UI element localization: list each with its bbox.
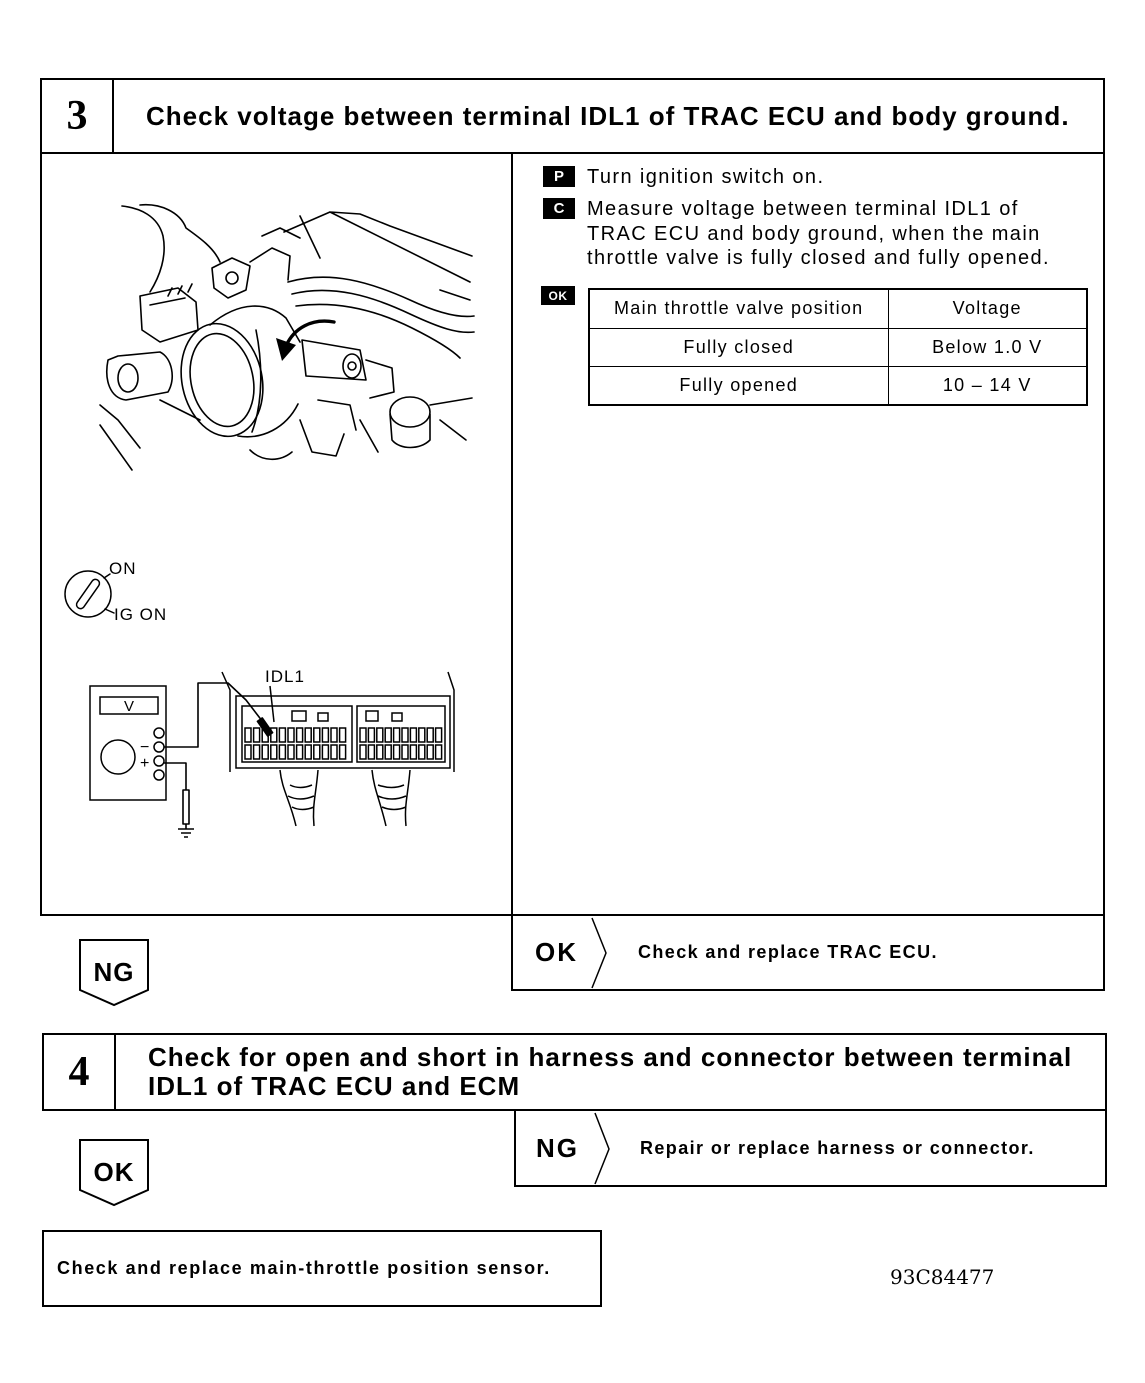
step-3-header [40, 78, 1105, 154]
lower-left-lines [100, 400, 200, 470]
connector-pin [245, 745, 251, 759]
valve-rotation-arrow [286, 321, 334, 346]
table-row [589, 366, 1087, 405]
valve-rotation-arrowhead [276, 338, 296, 361]
table-row [589, 328, 1087, 366]
connector-pin [254, 728, 260, 742]
chevron-stroke [595, 1113, 609, 1184]
table-cell-voltage: Below 1.0 V [888, 328, 1087, 366]
ground-probe [183, 790, 189, 824]
chevron-right-icon [590, 916, 610, 989]
reservoir [390, 398, 472, 448]
connector-pin [279, 728, 285, 742]
connector-pin [427, 728, 433, 742]
chevron-stroke [592, 918, 606, 988]
connector-latch [318, 713, 328, 721]
table-cell-voltage: 10 – 14 V [888, 366, 1087, 405]
step-3-ok-action: Check and replace TRAC ECU. [638, 942, 938, 962]
step-4-title-line-2: IDL1 of TRAC ECU and ECM [148, 1071, 521, 1101]
ground-lead [164, 763, 186, 790]
connector-pin [245, 728, 251, 742]
step-4-number: 4 [44, 1035, 116, 1109]
voltmeter-unit-label: V [123, 698, 135, 715]
step-3-number: 3 [42, 80, 114, 152]
step-4-title [148, 1035, 1072, 1109]
hose [296, 304, 460, 358]
voltmeter-dial [101, 740, 135, 774]
connector-pin [394, 728, 400, 742]
connector-pin [322, 728, 328, 742]
document-id: 93C84477 [890, 1265, 995, 1289]
connector-latch [366, 711, 378, 721]
table-header-row [589, 289, 1087, 328]
connector-pin [402, 728, 408, 742]
connector-pin [410, 745, 416, 759]
connector-pin [436, 745, 442, 759]
connector-pin [297, 728, 303, 742]
connector-pin [377, 728, 383, 742]
connector-pin [331, 728, 337, 742]
procedure-badge-c: C [543, 198, 575, 219]
spec-ok-badge: OK [541, 286, 575, 305]
connector-pin [368, 745, 374, 759]
wire-harness [372, 770, 410, 826]
step-4-ng-label: NG [536, 1132, 579, 1163]
connector-pin [331, 745, 337, 759]
step-3-ok-label: OK [535, 937, 578, 967]
lower-parts [250, 400, 378, 459]
connector-pin [271, 745, 277, 759]
hose [292, 290, 474, 332]
connector-pin [436, 728, 442, 742]
linkage-pivot [226, 272, 238, 284]
step-4-title-line-1: Check for open and short in harness and connector between terminal [148, 1042, 1073, 1072]
table-header-position: Main throttle valve position [589, 289, 888, 328]
step-4-ng-result [514, 1109, 1107, 1187]
connector-pin [410, 728, 416, 742]
sensor-end [343, 354, 361, 378]
voltmeter-labels [124, 698, 149, 772]
connector-pin [340, 728, 346, 742]
switch-ig-tick [105, 609, 114, 613]
connector-pin [368, 728, 374, 742]
step-3-ng-label: NG [93, 957, 135, 987]
sensor-bracket [366, 360, 394, 398]
voltmeter-plus-label: + [140, 755, 150, 772]
step-3-column-divider [511, 152, 513, 990]
table-cell-position: Fully opened [589, 366, 888, 405]
connector-pin [297, 745, 303, 759]
side-component-cap [118, 364, 138, 392]
ignition-switch-icon [65, 571, 114, 617]
connector-pin [385, 745, 391, 759]
connector-pin [394, 745, 400, 759]
ground-symbol-icon [178, 824, 194, 837]
side-component [107, 352, 172, 400]
voltmeter-terminal [154, 770, 164, 780]
step-4-header [42, 1033, 1107, 1111]
connector-pins-a [245, 728, 346, 759]
connector-latch [292, 711, 306, 721]
wire-harness [280, 770, 318, 826]
ignition-switch-labels [109, 559, 167, 624]
air-duct-outline [140, 205, 220, 262]
voltmeter-terminal [154, 756, 164, 766]
hose [288, 277, 474, 316]
connector-pin [419, 745, 425, 759]
actuator-housing [140, 288, 198, 342]
connector-pin [279, 745, 285, 759]
connector-pin [360, 728, 366, 742]
connector-pin [314, 728, 320, 742]
connector-pin [427, 745, 433, 759]
voltmeter-terminal [154, 742, 164, 752]
connector-pin [340, 745, 346, 759]
connector-latch [392, 713, 402, 721]
table-cell-position: Fully closed [589, 328, 888, 366]
connector-pin [262, 745, 268, 759]
connector-pin [419, 728, 425, 742]
step-4-ok-label: OK [93, 1157, 135, 1187]
table-header-voltage: Voltage [888, 289, 1087, 328]
linkage [250, 228, 300, 280]
terminal-leader-line [270, 686, 274, 722]
linkage [212, 258, 250, 298]
sensor-shaft [348, 362, 356, 370]
connector-pin [254, 745, 260, 759]
step-3-illustration [42, 154, 510, 914]
connector-pin [288, 728, 294, 742]
connector-pin [402, 745, 408, 759]
step-4-ok-arrow [78, 1138, 150, 1208]
connector-pin [377, 745, 383, 759]
step-3-ng-arrow [78, 938, 150, 1008]
connector-pin [360, 745, 366, 759]
connector-block-b [357, 706, 445, 762]
connector-pin [305, 745, 311, 759]
step-3-title: Check voltage between terminal IDL1 of TRAC ECU and body ground. [146, 100, 1070, 131]
instruction-turn-ignition: Turn ignition switch on. [587, 166, 825, 188]
voltmeter-terminal [154, 728, 164, 738]
voltmeter-minus-label: − [140, 739, 150, 756]
final-action-text: Check and replace main-throttle position sensor. [57, 1258, 551, 1278]
connector-pin [305, 728, 311, 742]
throttle-body-drawing [100, 205, 474, 470]
throttle-body-outline [238, 404, 298, 437]
chevron-right-icon [593, 1111, 613, 1185]
connector-pin [314, 745, 320, 759]
connector-pin [385, 728, 391, 742]
voltage-spec-table [588, 288, 1088, 406]
switch-on-label: ON [109, 559, 137, 578]
trac-ecu-connector [222, 672, 454, 826]
instruction-measure-voltage: Measure voltage between terminal IDL1 of TRAC ECU and body ground, when the main throttle valve is fully closed and fully opened. [587, 198, 1050, 269]
connector-pin [288, 745, 294, 759]
step-3-ok-result [511, 914, 1105, 991]
switch-key-slot [75, 578, 101, 610]
step-4-ng-action: Repair or replace harness or connector. [640, 1137, 1035, 1158]
connector-pin [322, 745, 328, 759]
final-action-box [42, 1230, 602, 1307]
terminal-idl1-label: IDL1 [265, 667, 305, 686]
procedure-badge-p: P [543, 166, 575, 187]
switch-ig-on-label: IG ON [114, 605, 168, 624]
connector-pins-b [360, 728, 442, 759]
throttle-position-sensor [302, 340, 366, 380]
air-duct-outline [122, 206, 164, 292]
reservoir-cap [390, 397, 430, 427]
